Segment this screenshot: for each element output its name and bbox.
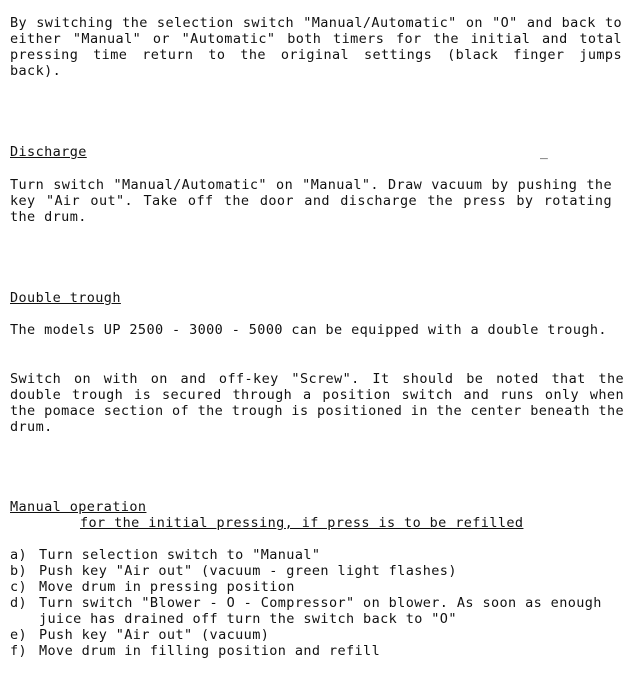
double-trough-paragraph-2: Switch on with on and off-key "Screw". It should be noted that the double trough is secured through a position switch and runs only when the pomace section of the trough is positioned in the center beneath the drum.	[10, 371, 624, 435]
list-item	[10, 579, 610, 595]
step-marker: f)	[10, 643, 28, 659]
list-item	[10, 563, 610, 579]
step-text: Turn selection switch to "Manual"	[39, 547, 321, 563]
step-text: Push key "Air out" (vacuum - green light flashes)	[39, 563, 457, 579]
step-marker: b)	[10, 563, 28, 579]
step-marker: e)	[10, 627, 28, 643]
step-text: Move drum in filling position and refill	[39, 643, 381, 659]
list-item	[10, 595, 610, 627]
step-marker: d)	[10, 595, 28, 611]
step-text: Turn switch "Blower - O - Compressor" on blower. As soon as enough juice has drained off turn the switch back to "O"	[39, 595, 602, 627]
manual-operation-steps	[10, 547, 610, 659]
discharge-heading: Discharge	[10, 144, 87, 160]
stray-dash-mark: _	[540, 145, 548, 160]
list-item	[10, 643, 610, 659]
intro-paragraph: By switching the selection switch "Manual/Automatic" on "O" and back to either "Manual" or "Automatic" both timers for the initial and total pressing time return to the original settings (black finger jumps back).	[10, 15, 622, 79]
manual-operation-subheading: for the initial pressing, if press is to be refilled	[80, 515, 524, 531]
step-text: Move drum in pressing position	[39, 579, 295, 595]
manual-operation-heading: Manual operation	[10, 499, 147, 515]
step-marker: a)	[10, 547, 28, 563]
step-text: Push key "Air out" (vacuum)	[39, 627, 270, 643]
double-trough-heading: Double trough	[10, 290, 121, 306]
list-item	[10, 547, 610, 563]
step-marker: c)	[10, 579, 28, 595]
double-trough-paragraph-1: The models UP 2500 - 3000 - 5000 can be equipped with a double trough.	[10, 322, 607, 338]
list-item	[10, 627, 610, 643]
discharge-paragraph: Turn switch "Manual/Automatic" on "Manual". Draw vacuum by pushing the key "Air out". Take off the door and discharge the press by rotating the drum.	[10, 177, 612, 225]
